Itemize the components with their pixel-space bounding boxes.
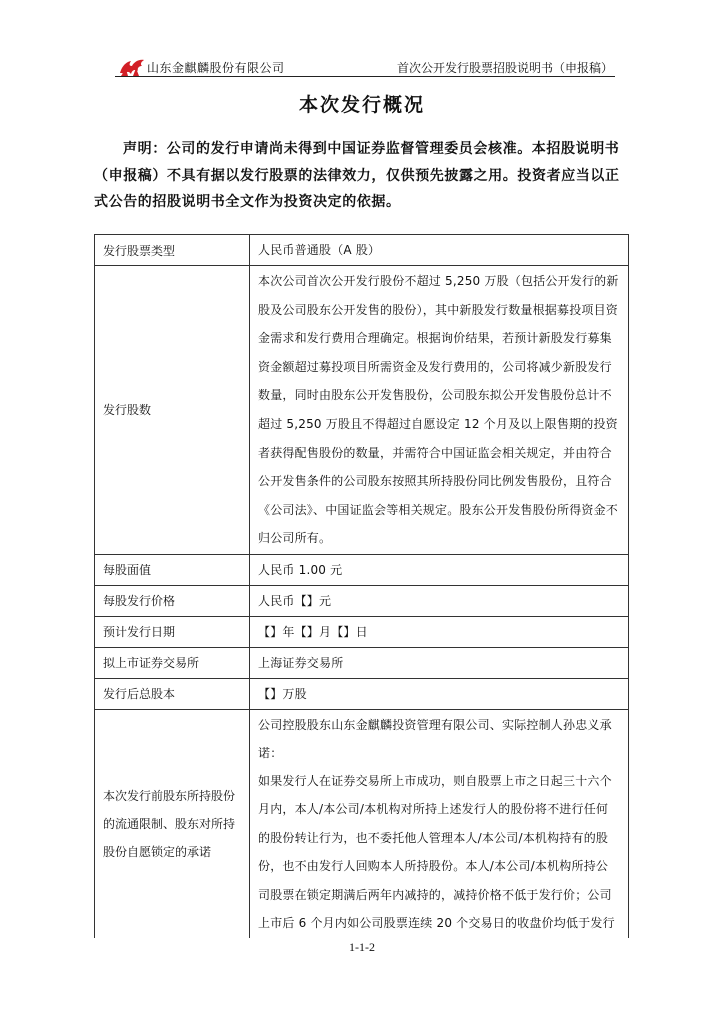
qilin-logo-icon (117, 56, 147, 78)
company-name: 山东金麒麟股份有限公司 (147, 61, 285, 75)
table-row (95, 235, 629, 266)
table-row (95, 647, 629, 678)
row-key: 发行股票类型 (95, 235, 250, 266)
row-key: 发行后总股本 (95, 678, 250, 709)
row-value (250, 709, 629, 938)
lock-intro: 公司控股股东山东金麒麟投资管理有限公司、实际控制人孙忠义承诺： (258, 717, 612, 760)
table-row (95, 678, 629, 709)
row-value: 人民币普通股（A 股） (250, 235, 629, 266)
row-key: 预计发行日期 (95, 616, 250, 647)
lock-body: 如果发行人在证券交易所上市成功，则自股票上市之日起三十六个月内，本人/本公司/本机构对所持上述发行人的股份将不进行任何的股份转让行为，也不委托他人管理本人/本公司/本机构持有的股份，也不由发行人回购本人所持股份。本人/本公司/本机构所持公司股票在锁定期满后两年内减持的，减持价格不低于发行价；公司上市后 6 个月内如公司股票连续 20 个交易日的收盘价均低于发行 (258, 773, 615, 930)
page-header (115, 55, 615, 79)
table-row (95, 266, 629, 555)
document-title: 首次公开发行股票招股说明书（申报稿） (396, 61, 613, 75)
row-value: 人民币【】元 (250, 585, 629, 616)
row-key: 每股面值 (95, 554, 250, 585)
header-rule (115, 76, 615, 77)
row-value: 【】万股 (250, 678, 629, 709)
row-key: 每股发行价格 (95, 585, 250, 616)
page-title: 本次发行概况 (298, 94, 425, 116)
row-value: 本次公司首次公开发行股份不超过 5,250 万股（包括公开发行的新股及公司股东公开发售的股份），其中新股发行数量根据募投项目资金需求和发行费用合理确定。根据询价结果，若预计新股发行募集资金额超过募投项目所需资金及发行费用的，公司将减少新股发行数量，同时由股东公开发售股份，公司股东拟公开发售股份总计不超过 5,250 万股且不得超过自愿设定 12 个月及以上限售期的投资者获得配售股份的数量，并需符合中国证监会相关规定，并由符合公开发售条件的公司股东按照其所持股份同比例发售股份，且符合《公司法》、中国证监会等相关规定。股东公开发售股份所得资金不归公司所有。 (250, 266, 629, 555)
table-row (95, 709, 629, 938)
table-row (95, 585, 629, 616)
table-clip (94, 234, 630, 930)
issuance-summary-table (94, 234, 629, 938)
row-key: 本次发行前股东所持股份的流通限制、股东对所持股份自愿锁定的承诺 (95, 709, 250, 938)
row-key: 拟上市证券交易所 (95, 647, 250, 678)
table-row (95, 554, 629, 585)
table-row (95, 616, 629, 647)
page-number: 1-1-2 (349, 940, 375, 954)
row-value: 上海证券交易所 (250, 647, 629, 678)
row-key: 发行股数 (95, 266, 250, 555)
declaration-paragraph: 声明：公司的发行申请尚未得到中国证券监督管理委员会核准。本招股说明书（申报稿）不具有据以发行股票的法律效力，仅供预先披露之用。投资者应当以正式公告的招股说明书全文作为投资决定的依据。 (94, 141, 620, 210)
row-value: 【】年【】月【】日 (250, 616, 629, 647)
row-value: 人民币 1.00 元 (250, 554, 629, 585)
